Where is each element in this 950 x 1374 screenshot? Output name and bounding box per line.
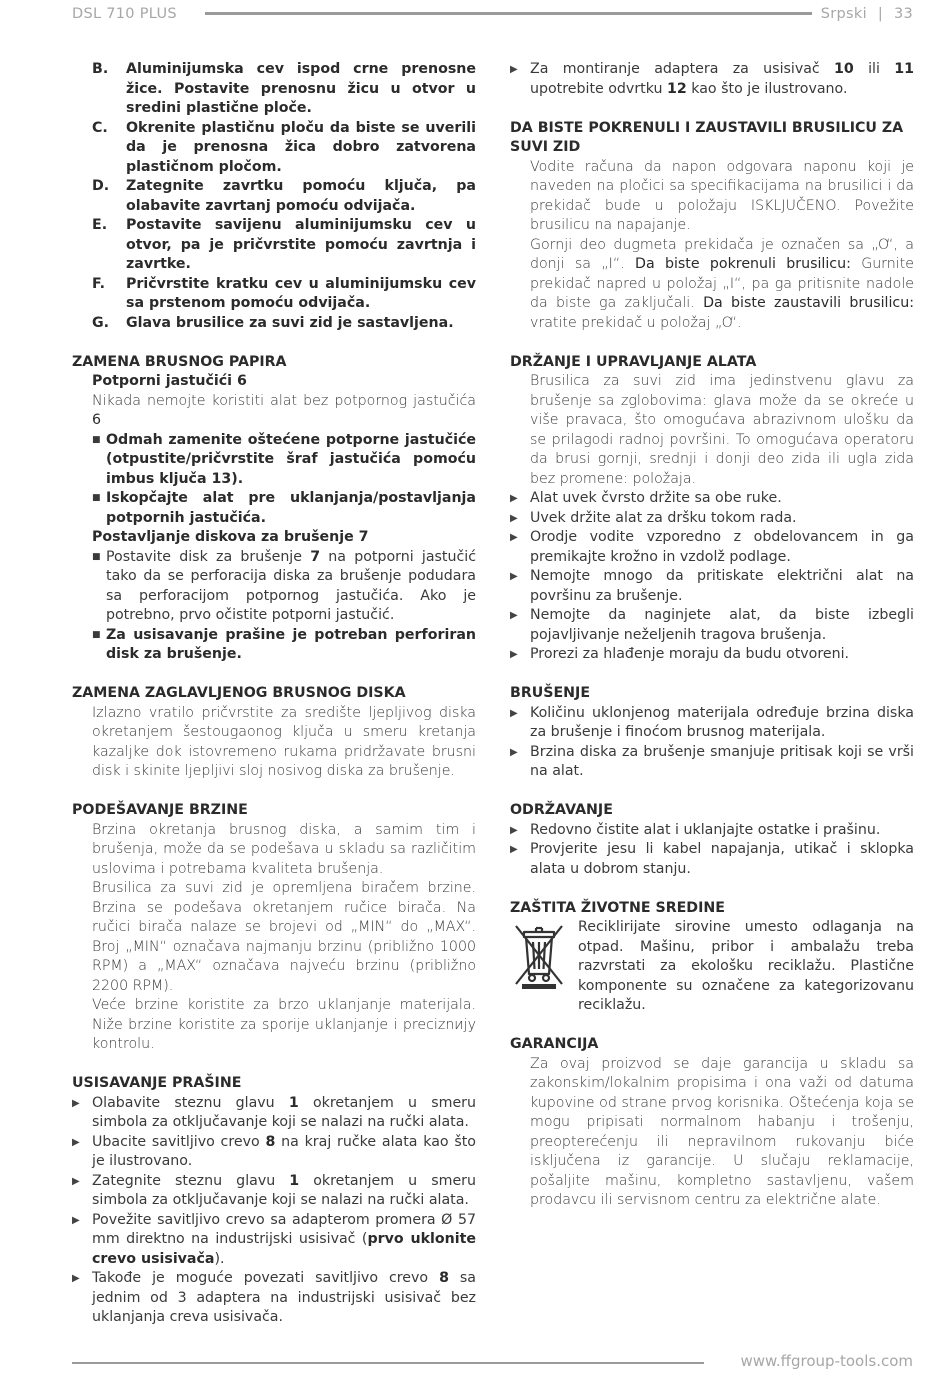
triangle-bullet-icon: ▶ xyxy=(72,1273,80,1284)
step-text: Postavite savijenu aluminijumsku cev u otvor, pa je pričvrstite pomoću zavrtnja i zavrtke. xyxy=(126,217,476,272)
list-item-text: Količinu uklonjenog materijala određuje brzina diska za brušenje i finoćom brusnog materijala. xyxy=(530,704,914,740)
section-title-maintenance: ODRŽAVANJE xyxy=(510,802,613,818)
text-run: Nikada nemojte koristiti alat bez potpornog jastučića xyxy=(92,392,476,409)
step-text: Okrenite plastičnu ploču da biste se uverili da je prenosna žica dobro zatvorena plastičnom pločom. xyxy=(126,119,476,175)
step-letter: C. xyxy=(92,119,108,136)
ref-number: 11 xyxy=(894,61,914,77)
step-text: Glava brusilice za suvi zid je sastavljena. xyxy=(126,314,454,331)
paragraph-handling: Brusilica za suvi zid ima jedinstvenu glavu za brušenje sa zglobovima: glava može da se okreće u više pravaca, što omogućava abrazivnom ulošku da se prilagodi radnoj površini. To omogućava operatoru da brusi gornji, srednji i donji deo zida ili ugla zida bez promene: položaja. xyxy=(530,373,914,487)
ref-number: 10 xyxy=(834,61,854,77)
header-language: Srpski xyxy=(820,6,867,22)
section-title-sandpaper: ZAMENA BRUSNOG PAPIRA xyxy=(72,353,287,370)
text-run: Povežite savitljivo crevo sa adapterom promera Ø 57 mm direktno na industrijski usisivač ( xyxy=(92,1211,476,1247)
list-item-text: Brzina diska za brušenje smanjuje pritisak koji se vrši na alat. xyxy=(530,743,914,779)
list-item-text: Odmah zamenite oštećene potporne jastučiće (otpustite/pričvrstite šraf jastučića pomoću imbus ključa 13). xyxy=(106,431,476,487)
footer-url: www.ffgroup-tools.com xyxy=(740,1352,913,1370)
triangle-bullet-icon: ▶ xyxy=(510,512,518,524)
list-item xyxy=(510,509,914,529)
list-item-text xyxy=(92,1094,476,1133)
right-column xyxy=(510,60,914,1211)
triangle-bullet-icon: ▶ xyxy=(510,844,518,855)
footer-divider xyxy=(72,1362,704,1364)
list-item-text: Uvek držite alat za dršku tokom rada. xyxy=(530,509,797,526)
header-page-info xyxy=(821,5,913,25)
text-run: na potporni jastučić tako da se perforacija diska za brušenje podudara sa perforacijom potpornog jastučića. Ako je potrebno, prvo očistite potporni jastučić. xyxy=(106,548,476,623)
ref-number: 12 xyxy=(667,80,687,97)
section-title-start-stop: DA BISTE POKRENULI I ZAUSTAVILI BRUSILICU ZA SUVI ZID xyxy=(510,119,904,155)
square-bullet-icon: ■ xyxy=(92,629,101,640)
square-bullet-icon: ■ xyxy=(92,493,101,503)
list-item xyxy=(72,1133,476,1172)
paragraph-start-stop-1: Vodite računa da napon odgovara naponu koji je naveden na pločici sa specifikacijama na brusilici i da prekidač bude u položaju ISKLJUČENO. Povežite brusilicu na napajanje. xyxy=(530,158,914,233)
paragraph-environment: Reciklirijate sirovine umesto odlaganja na otpad. Mašinu, pribor i ambalažu treba razvrstati za ekološku reciklažu. Plastične komponente su označene za kategorizovanu reciklažu. xyxy=(578,919,914,1013)
subheading-sanding-discs: Postavljanje diskova za brušenje 7 xyxy=(92,529,369,545)
text-run: Takođe je moguće povezati savitljivo crevo xyxy=(92,1270,440,1286)
triangle-bullet-icon: ▶ xyxy=(72,1175,80,1187)
triangle-bullet-icon: ▶ xyxy=(72,1136,80,1148)
paragraph-warranty: Za ovaj proizvod se daje garancija u skladu sa zakonskim/lokalnim propisima i ona važi od datuma kupovine od strane prvog korisnika. Oštećenja koja se mogu pripisati normalnom habanju i trošenju, preopterećenju ili nepravilnom rukovanju biće isključena iz garancije. U slučaju reklamacije, pošaljite mašinu, kompletno sastavljenu, vašem prodavcu ili servisnom centru za električne alate. xyxy=(530,1055,914,1208)
list-item xyxy=(510,821,914,841)
section-title-handling: DRŽANJE I UPRAVLJANJE ALATA xyxy=(510,353,757,370)
triangle-bullet-icon: ▶ xyxy=(510,493,518,504)
crossed-out-wheelie-bin-icon xyxy=(510,918,578,990)
triangle-bullet-icon: ▶ xyxy=(510,649,518,660)
header-page-number: 33 xyxy=(893,6,913,22)
bold-text: prvo uklonite crevo usisivača xyxy=(92,1231,476,1267)
text-run: okretanjem u smeru simbola za otključavanje koji se nalazi na ručki alata. xyxy=(92,1094,476,1130)
list-item xyxy=(510,840,914,879)
ref-number: 1 xyxy=(289,1172,300,1189)
list-item xyxy=(510,528,914,567)
list-item-text xyxy=(92,1133,476,1172)
list-item-text xyxy=(92,1269,476,1328)
section-title-environment: ZAŠTITA ŽIVOTNE SREDINE xyxy=(510,899,725,916)
list-item xyxy=(510,60,914,99)
step-text: Aluminijumska cev ispod crne prenosne žice. Postavite prenosnu žicu u otvor u sredini plastične ploče. xyxy=(126,61,476,116)
list-item-text xyxy=(530,60,914,99)
text-run: kao što je ilustrovano. xyxy=(686,80,848,97)
step-text: Zategnite zavrtku pomoću ključa, pa olabavite zavrtanj pomoću odvijača. xyxy=(126,178,476,214)
bold-text: Da biste pokrenuli brusilicu: xyxy=(635,256,851,272)
paragraph-speed-3: Veće brzine koristite za brzo uklanjanje materijala. Niže brzine koristite za sporije uklanjanje i preciznију kontrolu. xyxy=(92,997,476,1052)
text-run: okretanjem u smeru simbola za otključavanje koji se nalazi na ručki alata. xyxy=(92,1172,476,1208)
list-item xyxy=(510,606,914,645)
section-title-speed: PODEŠAVANJE BRZINE xyxy=(72,802,248,818)
ref-number: 8 xyxy=(439,1270,449,1286)
triangle-bullet-icon: ▶ xyxy=(510,64,518,75)
step-text: Pričvrstite kratku cev u aluminijumsku cev sa prstenom pomoću odvijača. xyxy=(126,275,476,311)
header-separator: | xyxy=(877,6,884,22)
list-item-text: Iskopčajte alat pre uklanjanja/postavljanja potpornih jastučića. xyxy=(106,490,476,526)
section-title-dust: USISAVANJE PRAŠINE xyxy=(72,1075,242,1091)
header-divider xyxy=(205,12,812,15)
paragraph-start-stop-2 xyxy=(510,236,914,334)
bold-text: Da biste zaustavili brusilicu: xyxy=(703,295,915,311)
step-item xyxy=(72,177,476,216)
square-bullet-icon: ■ xyxy=(92,551,101,562)
step-item xyxy=(72,119,476,178)
text-run: Gurnite prekidač napred u položaj „I“, pa ga pritisnite nadole da biste ga zaključali. xyxy=(530,256,914,311)
triangle-bullet-icon: ▶ xyxy=(510,824,518,836)
square-bullet-icon: ■ xyxy=(92,434,101,445)
list-item xyxy=(72,1094,476,1133)
list-item xyxy=(510,704,914,743)
ref-number: 1 xyxy=(288,1094,299,1111)
text-run: Postavite disk za brušenje xyxy=(106,548,311,565)
list-item-text xyxy=(106,548,476,626)
list-item xyxy=(72,1172,476,1211)
text-run: Gornji deo dugmeta prekidača je označen sa „O“, a donji sa „I“. xyxy=(530,236,914,272)
step-item xyxy=(72,275,476,314)
list-item-text xyxy=(92,1211,476,1270)
text-run: Zategnite steznu glavu xyxy=(92,1172,290,1189)
paragraph-speed-1: Brzina okretanja brusnog diska, a samim tim i brušenja, može da se podešava u skladu sa različitim uslovima i potrebama kvaliteta brušenja. xyxy=(92,821,476,877)
paragraph-speed-2: Brusilica za suvi zid je opremljena biračem brzine. Brzina se podešava okretanjem ručice birača. Na ručici birača nalaze se brojevi od „MIN“ do „MAX“. Broj „MIN“ označava najmanju brzinu (približno 1000 RPM) a „MAX“ označava najveću brzinu (približno 2200 RPM). xyxy=(92,880,476,994)
text-run: Olabavite steznu glavu xyxy=(92,1094,289,1111)
step-item xyxy=(72,60,476,119)
triangle-bullet-icon: ▶ xyxy=(72,1097,80,1109)
triangle-bullet-icon: ▶ xyxy=(72,1214,80,1226)
step-item xyxy=(72,216,476,275)
step-letter: F. xyxy=(92,275,105,292)
step-letter: D. xyxy=(92,178,110,194)
text-run: sa jednim od 3 adaptera na industrijski usisivač bez uklanjanja creva usisivača. xyxy=(92,1270,476,1325)
section-title-stuck-disc: ZAMENA ZAGLAVLJENOG BRUSNOG DISKA xyxy=(72,685,406,701)
step-letter: G. xyxy=(92,314,110,331)
list-item xyxy=(72,1211,476,1270)
list-item-text: Provjerite jesu li kabel napajanja, utikač i sklopka alata u dobrom stanju. xyxy=(530,841,914,877)
text-run: na kraj ručke alata kao što je ilustrovano. xyxy=(92,1133,476,1169)
text-run: ili xyxy=(853,61,895,77)
triangle-bullet-icon: ▶ xyxy=(510,532,518,543)
list-item xyxy=(72,489,476,528)
list-item xyxy=(72,626,476,665)
list-item xyxy=(510,489,914,509)
text-run: Za montiranje adaptera za usisivač xyxy=(530,61,835,77)
text-run: ). xyxy=(214,1250,225,1267)
step-item xyxy=(72,314,476,334)
list-item-text: Za usisavanje prašine je potreban perforiran disk za brušenje. xyxy=(106,626,476,662)
ref-number: 6 xyxy=(92,412,102,428)
text-run: vratite prekidač u položaj „O“. xyxy=(530,314,742,331)
ref-number: 8 xyxy=(265,1133,276,1150)
triangle-bullet-icon: ▶ xyxy=(510,610,518,621)
triangle-bullet-icon: ▶ xyxy=(510,571,518,582)
environment-block xyxy=(510,918,914,1016)
section-title-sanding: BRUŠENJE xyxy=(510,685,591,701)
triangle-bullet-icon: ▶ xyxy=(510,707,518,719)
section-title-warranty: GARANCIJA xyxy=(510,1036,599,1052)
step-letter: B. xyxy=(92,61,109,77)
text-run: upotrebite odvrtku xyxy=(530,80,667,97)
list-item-text: Redovno čistite alat i uklanjajte ostatke i prašinu. xyxy=(530,821,881,838)
list-item-text: Prorezi za hlađenje moraju da budu otvoreni. xyxy=(530,646,850,662)
list-item-text: Nemojte da naginjete alat, da biste izbegli pojavljivanje neželjenih tragova brušenja. xyxy=(530,607,914,643)
paragraph-stuck-disc: Izlazno vratilo pričvrstite za središte ljepljivog diska okretanjem šestougaonog ključa u smeru kretanja kazaljke dok istovremeno rukama pridržavate brusni disk i skinite ljepljivi sloj nosivog diska za brušenje. xyxy=(92,704,476,779)
text-run: Ubacite savitljivo crevo xyxy=(92,1133,266,1150)
left-column xyxy=(72,60,476,1328)
header-product-name: DSL 710 PLUS xyxy=(72,6,177,22)
list-item xyxy=(510,567,914,606)
list-item-text xyxy=(92,1172,476,1211)
subheading-backing-pads: Potporni jastučići 6 xyxy=(92,373,247,389)
list-item xyxy=(72,1269,476,1328)
list-item-text: Orodje vodite vzporedno z obdelovancem in ga premikajte krožno in vzdolž podlage. xyxy=(530,529,914,565)
list-item-text: Nemojte mnogo da pritiskate električni alat na površinu za brušenje. xyxy=(530,568,914,604)
triangle-bullet-icon: ▶ xyxy=(510,746,518,758)
list-item-text: Alat uvek čvrsto držite sa obe ruke. xyxy=(530,490,782,506)
list-item xyxy=(510,743,914,782)
list-item xyxy=(510,645,914,665)
assembly-steps xyxy=(72,60,476,333)
paragraph-backing-pads xyxy=(72,392,476,431)
ref-number: 7 xyxy=(310,548,321,565)
list-item xyxy=(72,548,476,626)
list-item xyxy=(72,431,476,490)
step-letter: E. xyxy=(92,217,108,233)
